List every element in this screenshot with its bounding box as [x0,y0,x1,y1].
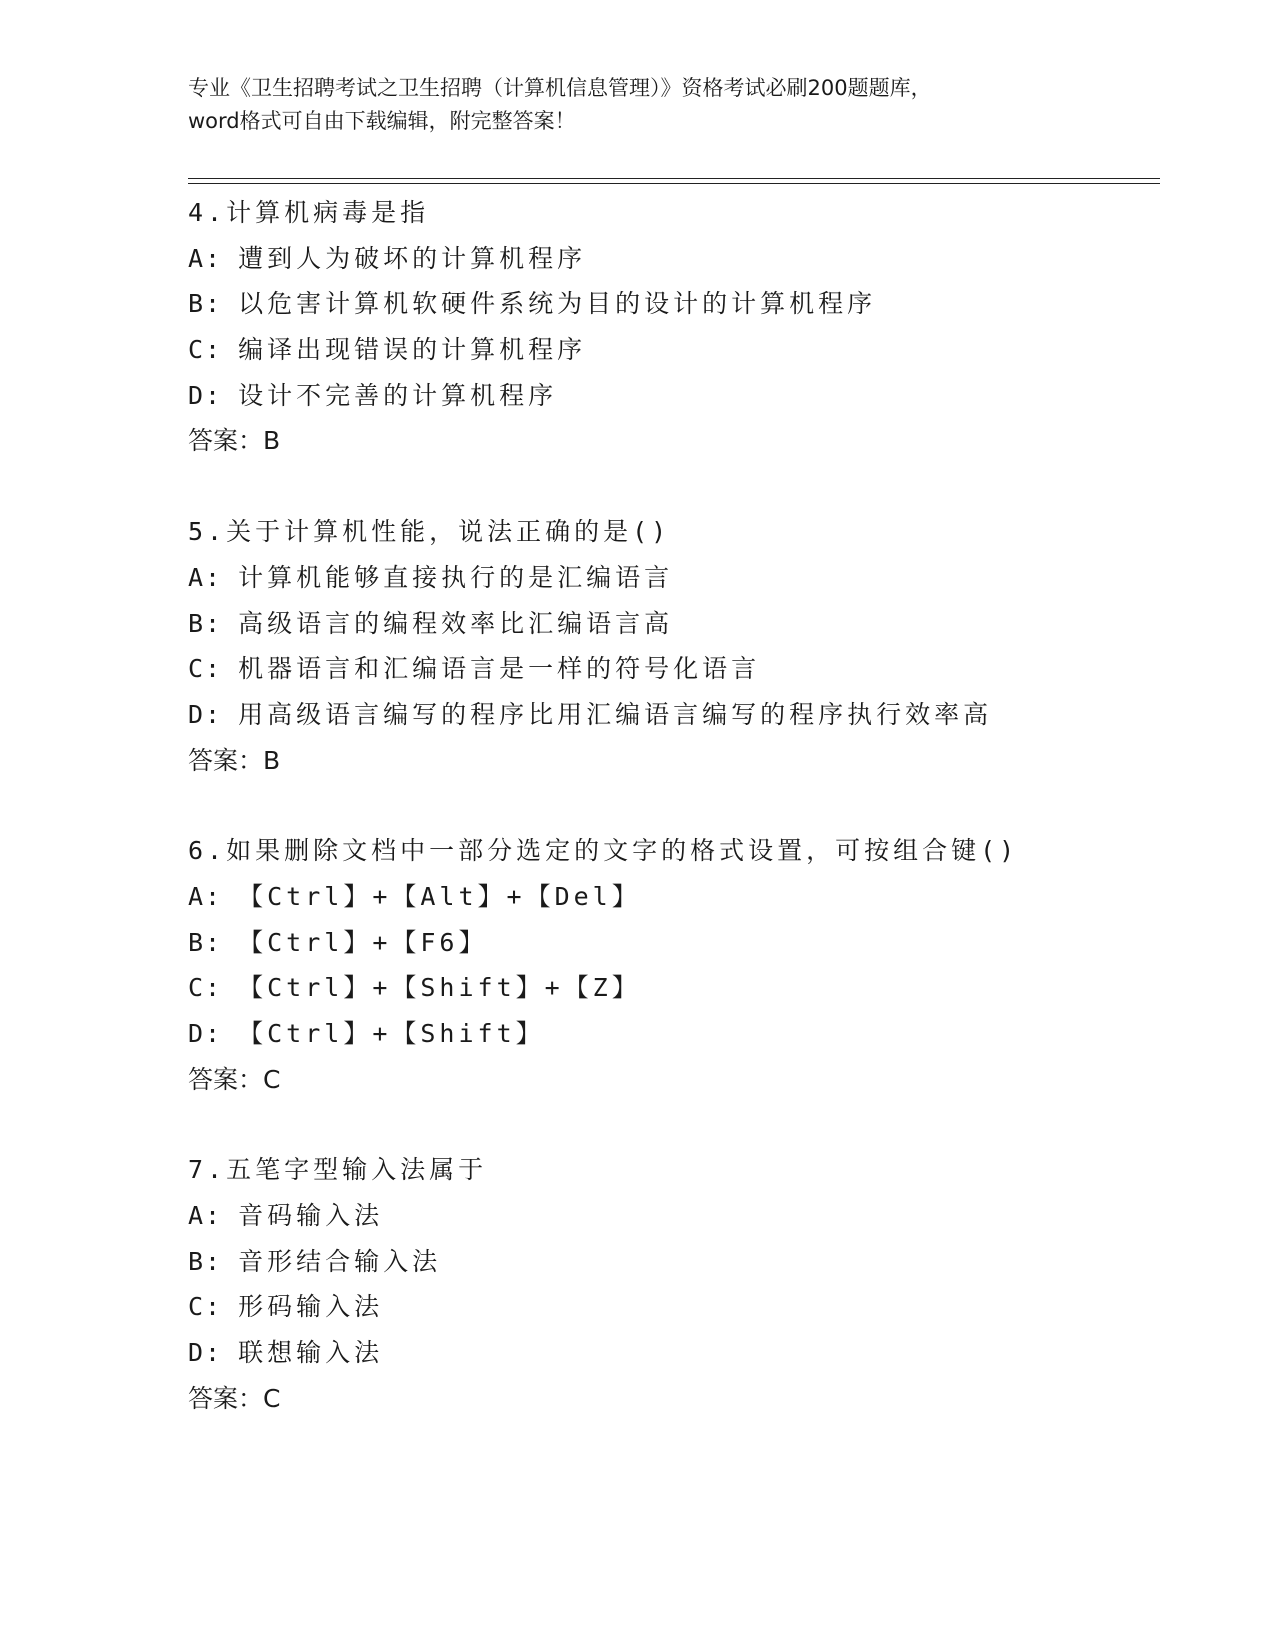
option-b [188,281,1168,327]
header-divider-bottom [188,183,1160,184]
option-d [188,1330,1168,1376]
option-letter: D: [188,699,223,729]
option-letter: B: [188,608,223,638]
option-text: 用高级语言编写的程序比用汇编语言编写的程序执行效率高 [238,699,993,729]
question-6 [188,828,1168,1102]
option-text: 【Ctrl】+【Alt】+【Del】 [238,881,641,911]
header-divider-top [188,178,1160,179]
question-stem: 6.如果删除文档中一部分选定的文字的格式设置，可按组合键() [188,836,1019,866]
option-letter: B: [188,927,223,957]
option-text: 高级语言的编程效率比汇编语言高 [238,608,674,638]
document-header [188,72,1088,138]
option-text: 遭到人为破坏的计算机程序 [238,243,587,273]
question-stem: 7.五笔字型输入法属于 [188,1155,488,1185]
option-c [188,1284,1168,1330]
option-letter: B: [188,1246,223,1276]
option-text: 设计不完善的计算机程序 [238,380,558,410]
option-letter: B: [188,289,223,319]
option-text: 【Ctrl】+【Shift】+【Z】 [238,973,641,1003]
question-5 [188,509,1168,783]
option-c [188,646,1168,692]
option-text: 机器语言和汇编语言是一样的符号化语言 [238,654,761,684]
option-letter: D: [188,380,223,410]
question-7 [188,1147,1168,1421]
answer-line: 答案：C [188,1383,281,1413]
question-stem: 4.计算机病毒是指 [188,198,430,227]
option-letter: A: [188,562,223,592]
option-text: 联想输入法 [238,1338,384,1368]
header-line-1: 专业《卫生招聘考试之卫生招聘（计算机信息管理）》资格考试必刷200题题库， [188,76,932,100]
option-a [188,236,1168,282]
option-text: 【Ctrl】+【F6】 [238,927,488,957]
question-stem: 5.关于计算机性能，说法正确的是() [188,517,671,547]
option-a [188,874,1168,920]
option-letter: A: [188,1201,223,1231]
option-letter: A: [188,881,223,911]
option-text: 音形结合输入法 [238,1246,442,1276]
option-a [188,1193,1168,1239]
option-d [188,1011,1168,1057]
option-d [188,692,1168,738]
option-d [188,373,1168,419]
answer-line: 答案：C [188,1064,281,1094]
option-a [188,555,1168,601]
option-letter: C: [188,973,223,1003]
option-letter: A: [188,243,223,273]
question-4 [188,190,1168,464]
option-letter: D: [188,1019,223,1048]
option-c [188,327,1168,373]
option-letter: C: [188,654,223,684]
option-text: 计算机能够直接执行的是汇编语言 [238,562,674,592]
option-letter: C: [188,1292,223,1322]
option-text: 编译出现错误的计算机程序 [238,335,587,365]
option-text: 【Ctrl】+【Shift】 [238,1019,545,1048]
option-letter: C: [188,335,223,365]
answer-line: 答案：B [188,745,281,775]
option-text: 音码输入法 [238,1201,384,1231]
question-list [188,190,1168,1467]
answer-line: 答案：B [188,426,281,456]
option-text: 形码输入法 [238,1292,384,1322]
option-letter: D: [188,1338,223,1368]
option-text: 以危害计算机软硬件系统为目的设计的计算机程序 [238,289,877,319]
option-b [188,601,1168,647]
option-c [188,965,1168,1011]
header-line-2: word格式可自由下载编辑，附完整答案！ [188,109,576,133]
option-b [188,1239,1168,1285]
option-b [188,920,1168,966]
